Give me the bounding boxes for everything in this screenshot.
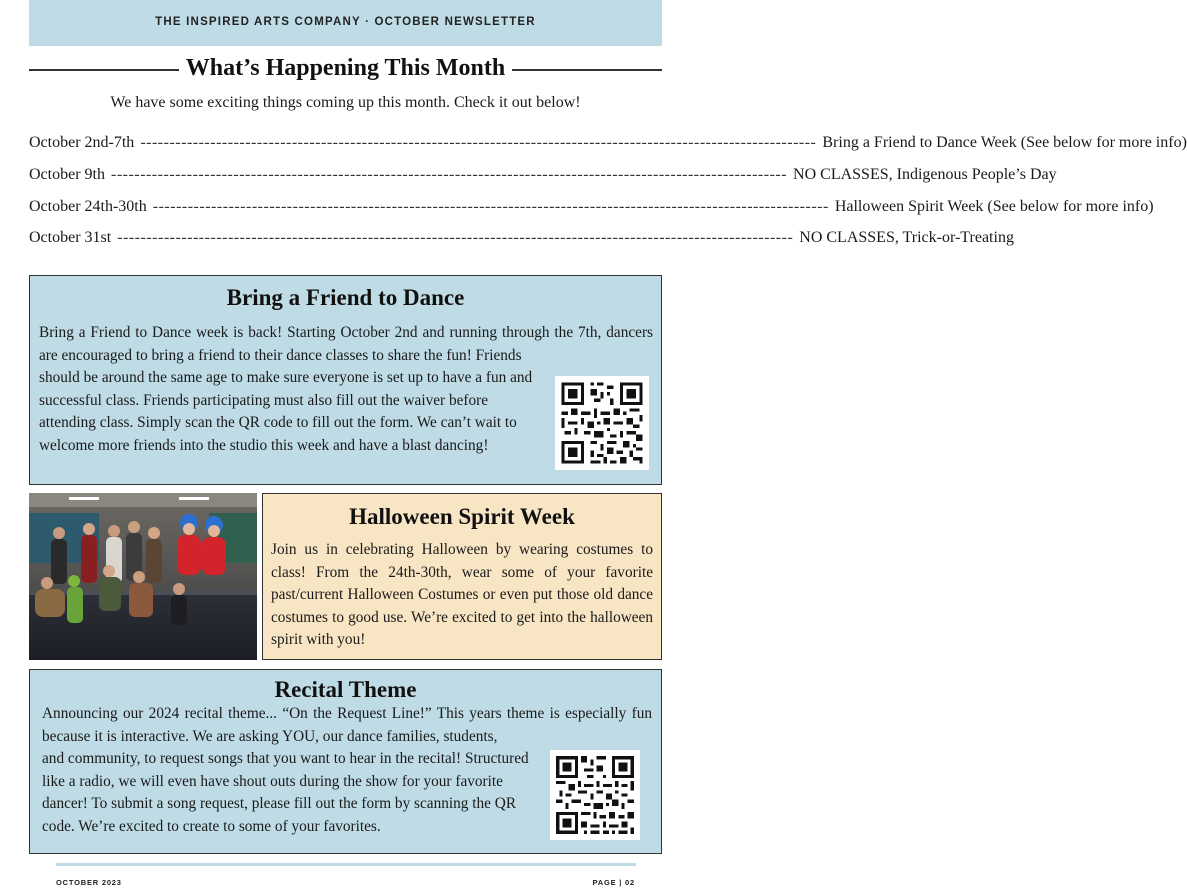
event-row [29, 134, 1187, 152]
event-date: October 9th [29, 166, 105, 183]
footer-date: OCTOBER 2023 [56, 878, 122, 887]
header-title: THE INSPIRED ARTS COMPANY · OCTOBER NEWSLETTER [155, 16, 536, 28]
qr-code-friend-waiver[interactable] [555, 376, 649, 470]
qr-code-song-request[interactable] [550, 750, 640, 840]
event-row [29, 166, 1057, 184]
event-date: October 2nd-7th [29, 134, 135, 151]
halloween-title: Halloween Spirit Week [349, 504, 575, 529]
event-description: Bring a Friend to Dance Week (See below for more info) [822, 134, 1187, 151]
recital-text-top: Announcing our 2024 recital theme... “On the Request Line!” This years theme is especially fun because it is interactive. We are asking YOU, our dance families, students, [42, 705, 652, 745]
bring-a-friend-box [29, 275, 662, 485]
bring-a-friend-title: Bring a Friend to Dance [226, 285, 465, 310]
bring-a-friend-text-top: Bring a Friend to Dance week is back! Starting October 2nd and running through the 7th, dancers are encouraged to bring a friend to their dance classes to share the fun! Friends [39, 324, 653, 364]
event-description: NO CLASSES, Indigenous People’s Day [793, 166, 1057, 183]
halloween-spirit-week-box [262, 493, 662, 660]
event-date: October 31st [29, 229, 112, 246]
recital-text-bottom: and community, to request songs that you want to hear in the recital! Structured like a radio, we will even have shout outs during the show for your favorite dancer! To submit a song request, please fill out the form by scanning the QR code. We’re excited to create to some of your favorites. [42, 750, 529, 835]
recital-theme-box [29, 669, 662, 854]
event-description: Halloween Spirit Week (See below for more info) [834, 198, 1154, 215]
event-leader-dashes: -------------------------------------------------------------------------------------------------------------------- [110, 166, 788, 183]
event-description: NO CLASSES, Trick-or-Treating [799, 229, 1014, 246]
footer-page-number: PAGE | 02 [592, 878, 635, 887]
recital-title: Recital Theme [274, 677, 417, 702]
happening-title: What’s Happening This Month [180, 55, 511, 81]
newsletter-header [29, 0, 662, 46]
dance-class-costume-photo [29, 493, 257, 660]
bring-a-friend-text-bottom: should be around the same age to make sure everyone is set up to have a fun and successful class. Friends participating must also fill out the waiver before attending class. Simply scan the QR code to fill out the form. We can’t wait to welcome more friends into the studio this week and have a blast dancing! [39, 369, 533, 454]
happening-title-row [29, 55, 662, 85]
halloween-text: Join us in celebrating Halloween by wearing costumes to class! From the 24th-30th, wear some of your favorite past/current Halloween Costumes or even put those old dance costumes to good use. We’re excited to get into the halloween spirit with you! [271, 541, 653, 648]
footer-divider [56, 863, 636, 866]
event-row [29, 229, 1014, 247]
event-leader-dashes: -------------------------------------------------------------------------------------------------------------------- [140, 134, 817, 151]
happening-intro: We have some exciting things coming up this month. Check it out below! [110, 94, 581, 111]
event-leader-dashes: -------------------------------------------------------------------------------------------------------------------- [117, 229, 794, 246]
event-row [29, 198, 1154, 216]
event-leader-dashes: -------------------------------------------------------------------------------------------------------------------- [152, 198, 829, 215]
event-date: October 24th-30th [29, 198, 147, 215]
